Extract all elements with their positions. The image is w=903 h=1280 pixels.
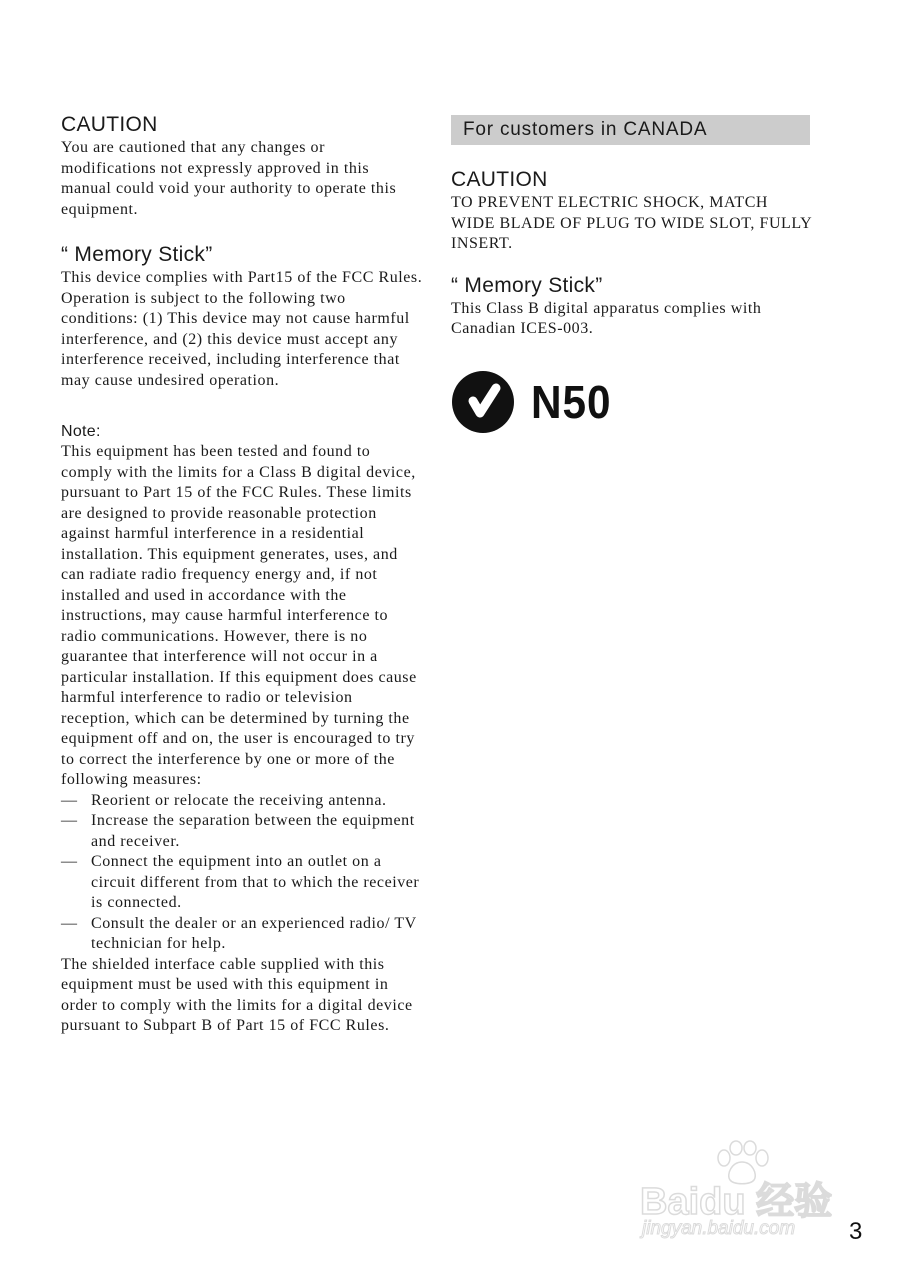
caution-text: You are cautioned that any changes or modifications not expressly approved in this manual could void your authority to operate this equipment.: [61, 139, 397, 218]
note-text: This equipment has been tested and found to comply with the limits for a Class B digital device, pursuant to Part 15 of the FCC Rules. These limits are designed to provide reasonable protection against harmful interference in a residential installation. This equipment generates, uses, and can radiate radio frequency energy and, if not installed and used in accordance with the instructions, may cause harmful interference to radio communications. However, there is no guarantee that interference will not occur in a particular installation. If this equipment does cause harmful interference to radio or television reception, which can be determined by turning the equipment off and on, the user is encouraged to try to correct the interference by one or more of the following measures:: [61, 443, 417, 788]
c-tick-logo: [451, 370, 813, 434]
canada-banner: For customers in CANADA: [451, 115, 810, 145]
canada-memory-stick-heading: “ Memory Stick”: [451, 273, 603, 297]
list-item: [61, 791, 423, 812]
dash-marker: —: [61, 853, 78, 870]
page-number: 3: [849, 1218, 863, 1245]
watermark-brand: Baidu 经验: [640, 1181, 833, 1223]
list-item-text: Reorient or relocate the receiving antenna.: [91, 791, 387, 809]
list-item: [61, 811, 423, 852]
c-tick-icon: [451, 370, 515, 434]
logo-code: N50: [531, 375, 612, 428]
measures-list: [61, 791, 423, 955]
right-column: [451, 115, 813, 434]
dash-marker: —: [61, 812, 78, 829]
closing-text: The shielded interface cable supplied with this equipment must be used with this equipment in order to comply with the limits for a digital device pursuant to Subpart B of Part 15 of FCC Rules.: [61, 955, 413, 1034]
dash-marker: —: [61, 791, 78, 809]
note-label: Note:: [61, 423, 101, 440]
watermark-url: jingyan.baidu.com: [642, 1218, 796, 1239]
dash-marker: —: [61, 914, 78, 932]
caution-heading: CAUTION: [61, 113, 158, 136]
memory-stick-heading: “ Memory Stick”: [61, 243, 213, 266]
baidu-watermark: [640, 1140, 850, 1250]
left-column: [61, 112, 423, 1037]
list-item-text: Consult the dealer or an experienced radio/ TV technician for help.: [91, 914, 417, 952]
list-item-text: Increase the separation between the equipment and receiver.: [91, 812, 415, 850]
canada-caution-heading: CAUTION: [451, 168, 548, 191]
list-item: [61, 852, 423, 914]
canada-memory-stick-text: This Class B digital apparatus complies with Canadian ICES-003.: [451, 299, 762, 337]
list-item-text: Connect the equipment into an outlet on a circuit different from that to which the receiver is connected.: [91, 853, 420, 911]
list-item: [61, 914, 423, 955]
canada-caution-text: TO PREVENT ELECTRIC SHOCK, MATCH WIDE BLADE OF PLUG TO WIDE SLOT, FULLY INSERT.: [451, 194, 812, 252]
memory-stick-text: This device complies with Part15 of the FCC Rules. Operation is subject to the following two conditions: (1) This device may not cause harmful interference, and (2) this device must accept any interference received, including interference that may cause undesired operation.: [61, 269, 423, 389]
